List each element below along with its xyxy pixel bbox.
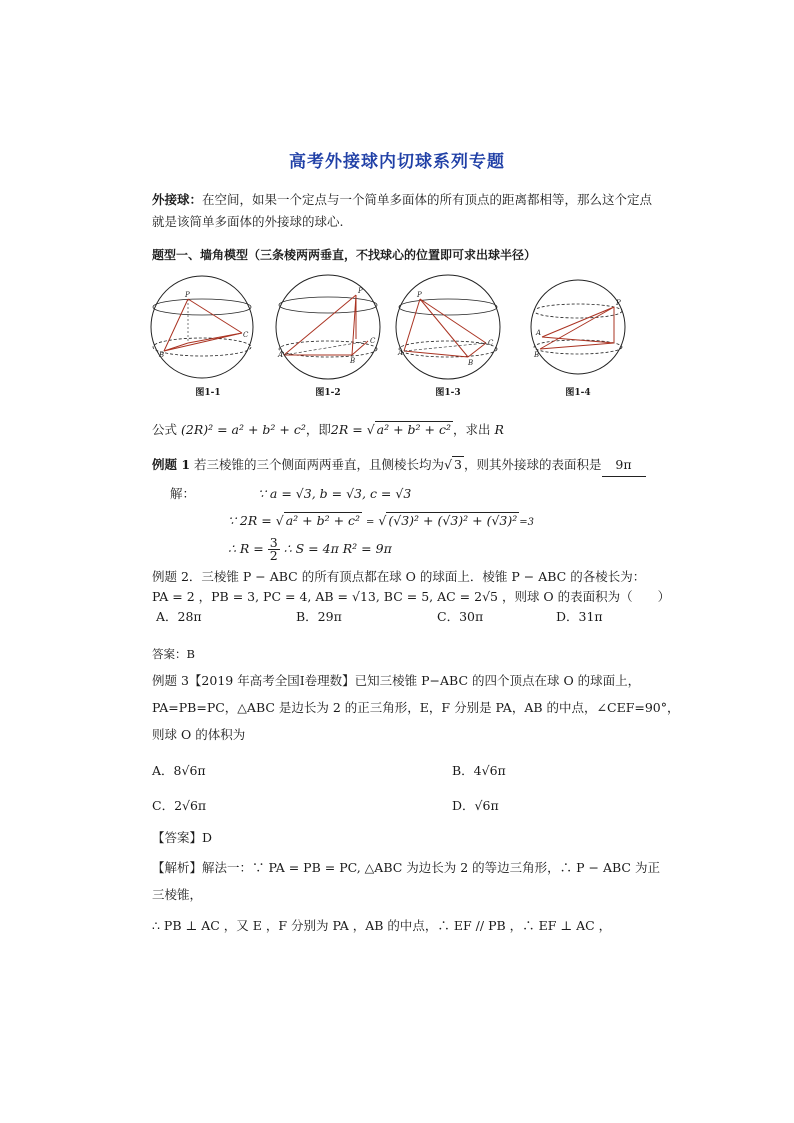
sphere-diagram-4 (520, 271, 636, 383)
svg-text:B: B (159, 351, 165, 359)
example-3-option-d: D．√6π (452, 798, 499, 813)
svg-text:B: B (534, 351, 540, 359)
example-2-answer: 答案：B (152, 647, 195, 661)
example-3-answer: 【答案】D (152, 830, 213, 845)
definition-line-1: 外接球：在空间，如果一个定点与一个简单多面体的所有顶点的距离都相等，那么这个定点 (152, 192, 653, 207)
svg-text:P: P (185, 291, 190, 299)
fraction: $\frac{3}{2}$ (269, 535, 278, 563)
svg-text:P: P (417, 291, 422, 299)
figure-1-4 (520, 271, 636, 401)
answer-blank: 9π (602, 454, 646, 477)
example-2-line-1: 例题 2．三棱锥 P − ABC 的所有顶点都在球 O 的球面上．棱锥 P − ABC 的各棱长为： (152, 569, 646, 584)
svg-text:B: B (468, 359, 474, 367)
svg-text:C: C (370, 337, 376, 345)
svg-text:P: P (358, 287, 363, 295)
svg-text:A: A (536, 329, 542, 337)
example-3-analysis-1: 【解析】解法一：∵ PA = PB = PC, △ABC 为边长为 2 的等边三角形，∴ P − ABC 为正 (152, 860, 660, 875)
figure-1-3 (390, 271, 506, 401)
figure-1-2 (270, 271, 386, 401)
definition-term: 外接球： (152, 192, 203, 207)
example-3-line-1: 例题 3【2019 年高考全国Ⅰ卷理数】已知三棱锥 P−ABC 的四个顶点在球 O 的球面上， (152, 673, 641, 688)
example-1-step-1: ∵ a = √3, b = √3, c = √3 (258, 486, 412, 501)
example-2-option-b: B．29π (296, 609, 342, 624)
svg-text:A: A (278, 351, 284, 359)
example-2-option-d: D．31π (556, 609, 603, 624)
formula-line: 公式 (2R)² = a² + b² + c²，即2R = √ a² + b² + c² ，求出 R (152, 422, 504, 437)
svg-text:P: P (616, 299, 621, 307)
svg-text:C: C (488, 339, 494, 347)
example-3-line-2: PA=PB=PC，△ABC 是边长为 2 的正三角形，E，F 分别是 PA，AB 的中点，∠CEF=90°， (152, 700, 680, 715)
figure-1-1 (150, 271, 266, 401)
example-2-line-2: PA = 2 ，PB = 3, PC = 4, AB = √13, BC = 5, AC = 2√5 ，则球 O 的表面积为（ ） (152, 589, 671, 604)
page-title: 高考外接球内切球系列专题 (289, 152, 505, 172)
figure-caption: 图1-2 (315, 388, 341, 398)
example-3-analysis-3: ∴ PB ⊥ AC ，又 E ，F 分别为 PA ，AB 的中点，∴ EF // PB ，∴ EF ⊥ AC ， (152, 918, 612, 933)
sphere-diagram-1 (150, 271, 266, 383)
example-1-step-3: ∴ R = $\frac{3}{2}$ ∴ S = 4π R² = 9π (228, 535, 392, 563)
example-1-step-2: ∵ 2R = √ a² + b² + c² = √ (√3)² + (√3)² + (√3)² =3 (228, 513, 535, 528)
example-3-option-b: B．4√6π (452, 763, 506, 778)
example-2-option-a: A．28π (156, 609, 202, 624)
example-3-option-c: C．2√6π (152, 798, 207, 813)
definition-line-2: 就是该简单多面体的外接球的球心. (152, 214, 344, 229)
example-3-option-a: A．8√6π (152, 763, 206, 778)
type1-heading: 题型一、墙角模型（三条棱两两垂直，不找球心的位置即可求出球半径） (152, 248, 537, 262)
example-1-jie: 解： (170, 486, 196, 501)
svg-text:C: C (243, 331, 249, 339)
figure-row (150, 271, 640, 401)
example-2-option-c: C．30π (437, 609, 484, 624)
sphere-diagram-2 (270, 271, 386, 383)
svg-text:A: A (398, 349, 404, 357)
sphere-diagram-3 (390, 271, 506, 383)
example-3-analysis-2: 三棱锥， (152, 887, 203, 902)
example-3-line-3: 则球 O 的体积为 (152, 727, 246, 742)
svg-text:B: B (350, 357, 356, 365)
figure-caption: 图1-4 (565, 388, 591, 398)
figure-caption: 图1-3 (435, 388, 461, 398)
figure-caption: 图1-1 (195, 388, 221, 398)
example-1-question: 例题 1 若三棱锥的三个侧面两两垂直，且侧棱长均为√ 3 ，则其外接球的表面积是 9π (152, 454, 646, 477)
